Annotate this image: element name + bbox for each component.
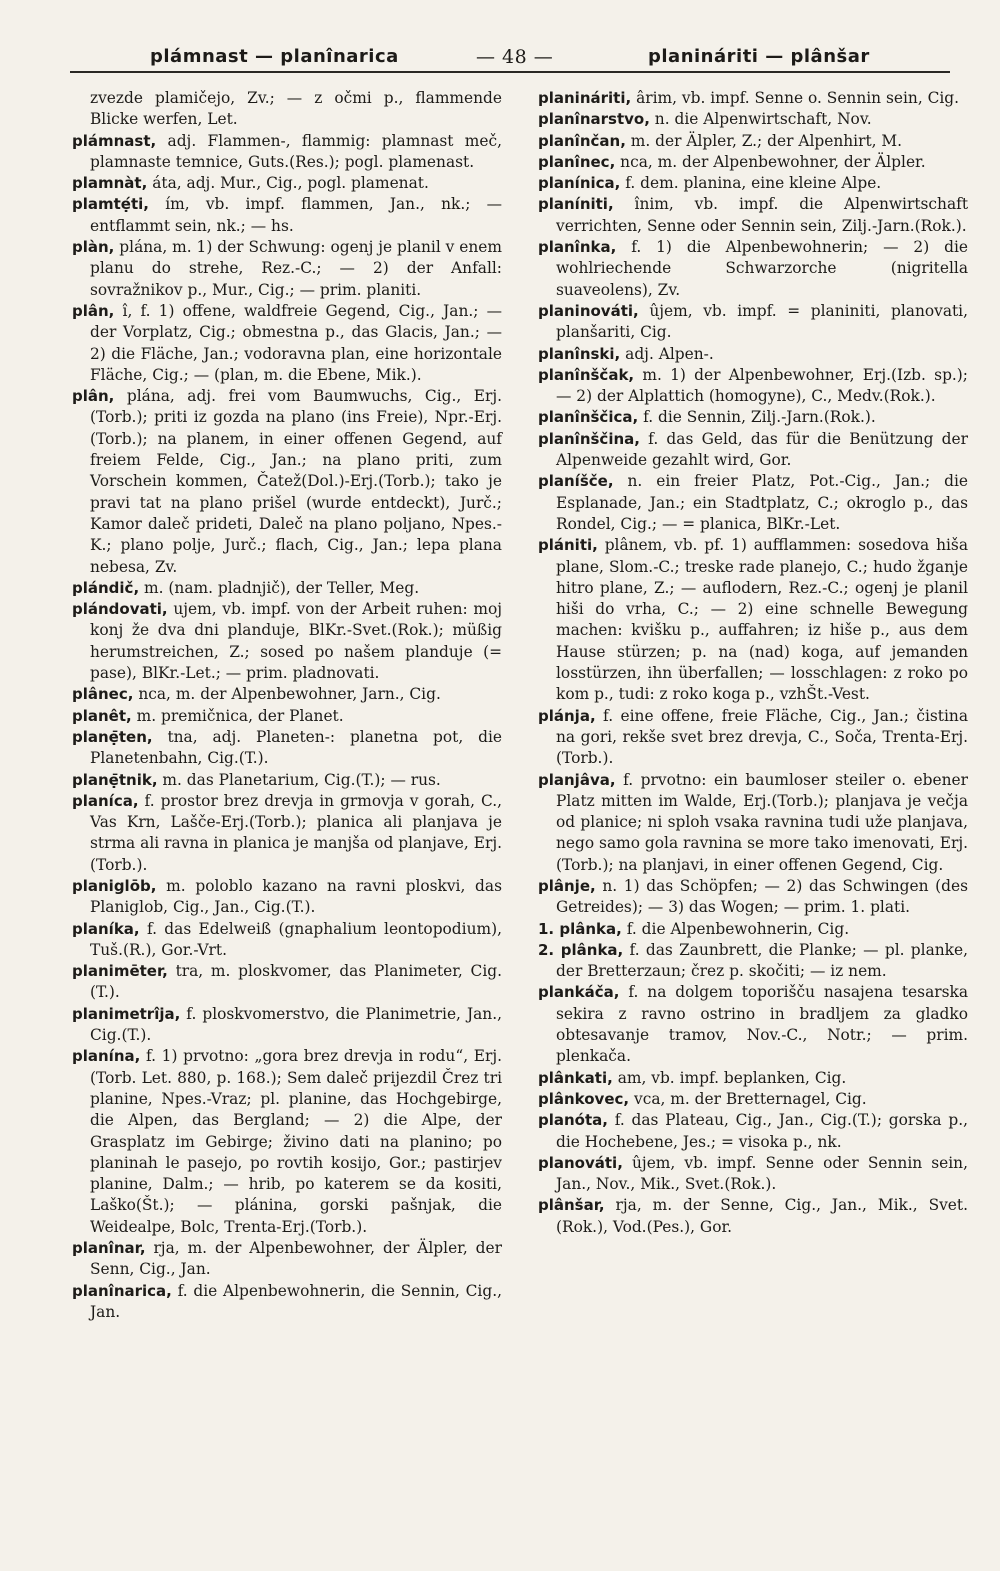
entry-headword: planînka, [538,238,617,257]
dictionary-entry [538,152,968,173]
entry-headword: plándovati, [72,600,168,619]
dictionary-entry [72,1004,502,1047]
dictionary-entry [72,876,502,919]
entry-headword: plankáča, [538,983,620,1002]
entry-headword: planimēter, [72,962,168,981]
dictionary-entry [538,535,968,705]
entry-headword: planînščina, [538,429,640,448]
entry-headword: planînščak, [538,365,635,384]
dictionary-entry [538,194,968,237]
entry-headword: planíniti, [538,195,614,214]
entry-definition: ûjem, vb. impf. Senne oder Sennin sein, Jan., Nov., Mik., Svet.(Rok.). [556,1153,968,1194]
entry-definition: nca, m. der Alpenbewohner, Jarn., Cig. [133,685,441,704]
entry-headword: planóta, [538,1111,608,1130]
dictionary-entry [538,131,968,152]
dictionary-entry [538,237,968,301]
dictionary-entry [538,301,968,344]
entry-headword: planẹ̄ten, [72,727,153,746]
dictionary-entry [538,770,968,876]
entry-definition: tna, adj. Planeten-: planetna pot, die Planetenbahn, Cig.(T.). [90,727,502,768]
entry-headword: planînarstvo, [538,110,650,129]
entry-definition: ûjem, vb. impf. = planiniti, planovati, planšariti, Cig. [556,301,968,342]
entry-definition: n. die Alpenwirtschaft, Nov. [649,110,872,129]
entry-definition: nca, m. der Alpenbewohner, der Älpler. [615,152,926,171]
entry-headword: plamnàt, [72,174,148,193]
entry-headword: 1. plânka, [538,919,622,938]
entry-definition: adj. Alpen-. [620,344,714,363]
entry-headword: plámnast, [72,131,157,150]
entry-definition: f. prostor brez drevja in grmovja v gorah, C., Vas Krn, Lašče-Erj.(Torb.); planica ali planjava je strma ali ravna in planica je manjša od planjave, Erj.(Torb.). [90,791,502,874]
entry-headword: plânšar, [538,1196,605,1215]
dictionary-entry [538,706,968,770]
entry-headword: planínica, [538,174,621,193]
dictionary-entry [72,1281,502,1324]
entry-headword: planînec, [538,152,616,171]
entry-definition: n. 1) das Schöpfen; — 2) das Schwingen (des Getreides); — 3) das Wogen; — prim. 1. plati. [556,876,968,917]
entry-headword: planinováti, [538,301,639,320]
dictionary-entry [72,386,502,578]
entry-definition: ujem, vb. impf. von der Arbeit ruhen: moj konj že dva dni planduje, BlKr.-Svet.(Rok.); müßig herumstreichen, Z.; sosed po našem planduje (= pase), BlKr.-Let.; — prim. pladnovati. [90,600,502,683]
page-header [0,40,1000,80]
entry-definition: f. das Zaunbrett, die Planke; — pl. planke, der Bretterzaun; črez p. skočiti; — iz nem. [556,940,968,981]
entry-definition: f. eine offene, freie Fläche, Cig., Jan.; čistina na gori, rekše svet brez drevja, C., Soča, Trenta-Erj.(Torb.). [556,706,968,768]
entry-definition: m. das Planetarium, Cig.(T.); — rus. [157,770,441,789]
entry-definition: áta, adj. Mur., Cig., pogl. plamenat. [147,174,429,193]
entry-definition: f. das Edelweiß (gnaphalium leontopodium), Tuš.(R.), Gor.-Vrt. [90,919,502,959]
entry-headword: planînčan, [538,131,626,150]
header-left-guideword: plámnast — planînarica [150,46,399,67]
dictionary-entry [538,344,968,365]
entry-headword: planêt, [72,706,132,725]
entry-definition: f. na dolgem toporišču nasajena tesarska sekira z ravno ostrino in bradljem za gladko obtesavanje tramov, Nov.-C., Notr.; — prim. plenkača. [556,983,968,1066]
entry-definition: zvezde plamičejo, Zv.; — z očmi p., flammende Blicke werfen, Let. [90,89,502,129]
entry-headword: planína, [72,1047,141,1066]
dictionary-entry [538,982,968,1067]
entry-definition: plânem, vb. pf. 1) aufflammen: sosedova hiša plane, Slom.-C.; treske rade planejo, C.; hudo žganje hitro plane, Z.; — auflodern, Rez.-C.; ogenj je planil hiši do vrha, C.; — 2) eine schnelle Bewegung machen: kvišku p., auffahren; iz hiše p., aus dem Hause stürzen; p. na (nad) koga, auf jemanden losstürzen, ihn überfallen; — losschlagen: z roko po kom p., tudi: z roko koga p., vzhŠt.-Vest. [556,536,968,704]
entry-definition: f. prvotno: ein baumloser steiler o. ebener Platz mitten im Walde, Erj.(Torb.); planjava je večja od planice; ni sploh vsaka ravnina tudi uže planjava, nego samo gola ravnina se more tako imenovati, Erj.(Torb.); na planjavi, in einer offenen Gegend, Cig. [556,770,968,874]
entry-definition: m. der Älpler, Z.; der Alpenhirt, M. [625,131,903,150]
entry-definition: f. dem. planina, eine kleine Alpe. [620,174,882,193]
dictionary-entry [72,919,502,962]
dictionary-entry [72,301,502,386]
entry-definition: f. die Alpenbewohnerin, die Sennin, Cig., Jan. [90,1281,502,1321]
dictionary-entry [538,429,968,472]
header-rule [70,71,950,73]
dictionary-entry [72,961,502,1004]
entry-definition: f. das Geld, das für die Benützung der Alpenweide gezahlt wird, Gor. [556,429,968,470]
entry-headword: planînščica, [538,408,639,427]
entry-headword: 2. plânka, [538,940,624,959]
dictionary-entry [538,1089,968,1110]
entry-definition: f. 1) prvotno: „gora brez drevja in rodu“, Erj.(Torb. Let. 880, p. 168.); Sem daleč prijezdil Črez tri planine, Npes.-Vraz; pl. planine, das Hochgebirge, die Alpen, das Bergland; — 2) die Alpe, der Grasplatz im Gebirge; živino dati na planino; po planinah le pasejo, po rovtih kosijo, Gor.; pastirjev planine, Dalm.; — hrib, po katerem se da kositi, Laško(Št.); — plánina, gorski pašnjak, die Weidealpe, Bolc, Trenta-Erj.(Torb.). [90,1047,502,1236]
dictionary-entry [72,578,502,599]
dictionary-entry [538,1110,968,1153]
entry-definition: adj. Flammen-, flammig: plamnast meč, plamnaste temnice, Guts.(Res.); pogl. plamenast. [90,131,502,171]
dictionary-entry [538,1068,968,1089]
entry-headword: plánja, [538,706,596,725]
dictionary-entry [72,684,502,705]
entry-definition: m. 1) der Alpenbewohner, Erj.(Izb. sp.); — 2) der Alplattich (homogyne), C., Medv.(Rok.). [556,365,968,406]
entry-definition: f. 1) die Alpenbewohnerin; — 2) die wohlriechende Schwarzorche (nigritella suaveolens), Zv. [556,238,968,299]
entry-definition: înim, vb. impf. die Alpenwirtschaft verrichten, Senne oder Sennin sein, Zilj.-Jarn.(Rok.). [556,195,968,235]
entry-definition: rja, m. der Alpenbewohner, der Älpler, der Senn, Cig., Jan. [90,1239,502,1279]
entry-headword: plániti, [538,536,598,555]
left-column [72,88,502,1323]
entry-definition: m. premičnica, der Planet. [131,706,344,725]
dictionary-entry [72,88,502,131]
entry-definition: m. (nam. pladnjič), der Teller, Meg. [139,578,420,597]
dictionary-entry [538,407,968,428]
dictionary-entry [538,88,968,109]
dictionary-entry [538,1195,968,1238]
entry-definition: f. die Sennin, Zilj.-Jarn.(Rok.). [638,408,876,427]
entry-headword: plàn, [72,238,115,257]
entry-definition: plána, adj. frei vom Baumwuchs, Cig., Erj.(Torb.); priti iz gozda na plano (ins Freie), Npr.-Erj.(Torb.); na planem, in einer offenen Gegend, auf freiem Felde, Cig., Jan.; na plano priti, zum Vorschein kommen, Čatež(Dol.)-Erj.(Torb.); tako je pravi tat na plano prišel (wurde entdeckt), Jurč.; Kamor daleč prideti, Daleč na plano poljano, Npes.-K.; plano polje, Jurč.; flach, Cig., Jan.; lepa plana nebesa, Zv. [90,387,502,576]
entry-headword: planînski, [538,344,621,363]
entry-headword: planînarica, [72,1281,172,1300]
header-right-guideword: planináriti — plânšar [648,46,870,67]
entry-headword: planẹ̄tnik, [72,770,158,789]
entry-definition: tra, m. ploskvomer, das Planimeter, Cig.(T.). [90,962,502,1002]
dictionary-entry [72,237,502,301]
dictionary-entry [538,876,968,919]
dictionary-entry [538,1153,968,1196]
entry-headword: planiglōb, [72,876,157,895]
dictionary-entry [72,173,502,194]
entry-definition: m. poloblo kazano na ravni ploskvi, das Planiglob, Cig., Jan., Cig.(T.). [90,876,502,917]
dictionary-entry [72,727,502,770]
page-number: — 48 — [476,46,554,68]
right-column [538,88,968,1238]
dictionary-entry [72,599,502,684]
dictionary-entry [72,706,502,727]
entry-headword: planíca, [72,791,139,810]
dictionary-entry [538,940,968,983]
entry-headword: plándič, [72,578,140,597]
entry-definition: î, f. 1) offene, waldfreie Gegend, Cig., Jan.; — der Vorplatz, Cig.; obmestna p., das Glacis, Jan.; — 2) die Fläche, Jan.; vodoravna plan, eine horizontale Fläche, Cig.; — (plan, m. die Ebene, Mik.). [90,301,502,384]
entry-headword: plân, [72,387,115,406]
entry-headword: plamtẹ́ti, [72,195,149,214]
dictionary-entry [72,131,502,174]
entry-headword: planováti, [538,1153,623,1172]
entry-headword: plânkati, [538,1068,613,1087]
dictionary-entry [72,1046,502,1238]
entry-headword: planjâva, [538,770,616,789]
entry-definition: plána, m. 1) der Schwung: ogenj je planil v enem planu do strehe, Rez.-C.; — 2) der Anfall: sovražnikov p., Mur., Cig.; — prim. planiti. [90,238,502,299]
entry-definition: vca, m. der Bretternagel, Cig. [629,1089,867,1108]
entry-headword: planináriti, [538,89,632,107]
dictionary-entry [538,365,968,408]
entry-definition: ím, vb. impf. flammen, Jan., nk.; — entflammt sein, nk.; — hs. [90,195,502,235]
entry-definition: f. das Plateau, Cig., Jan., Cig.(T.); gorska p., die Hochebene, Jes.; = visoka p., nk. [556,1111,968,1151]
entry-definition: f. die Alpenbewohnerin, Cig. [621,919,850,938]
entry-headword: plânkovec, [538,1089,630,1108]
entry-headword: planimetrîja, [72,1004,181,1023]
entry-headword: plân, [72,301,115,320]
dictionary-entry [72,1238,502,1281]
dictionary-entry [538,109,968,130]
entry-definition: f. ploskvomerstvo, die Planimetrie, Jan., Cig.(T.). [90,1004,502,1045]
entry-definition: n. ein freier Platz, Pot.-Cig., Jan.; die Esplanade, Jan.; ein Stadtplatz, C.; okroglo p., das Rondel, Cig.; — = planica, BlKr.-Let. [556,472,968,533]
dictionary-entry [72,194,502,237]
entry-definition: am, vb. impf. beplanken, Cig. [612,1068,847,1087]
dictionary-entry [72,791,502,876]
entry-headword: plânje, [538,876,596,895]
dictionary-entry [538,471,968,535]
entry-headword: planíka, [72,919,140,938]
dictionary-entry [538,173,968,194]
entry-headword: planíšče, [538,472,614,491]
dictionary-entry [72,770,502,791]
entry-headword: planînar, [72,1239,146,1258]
entry-definition: rja, m. der Senne, Cig., Jan., Mik., Svet.(Rok.), Vod.(Pes.), Gor. [556,1196,968,1236]
entry-headword: plânec, [72,685,134,704]
dictionary-entry [538,919,968,940]
entry-definition: ârim, vb. impf. Senne o. Sennin sein, Cig. [631,89,960,107]
